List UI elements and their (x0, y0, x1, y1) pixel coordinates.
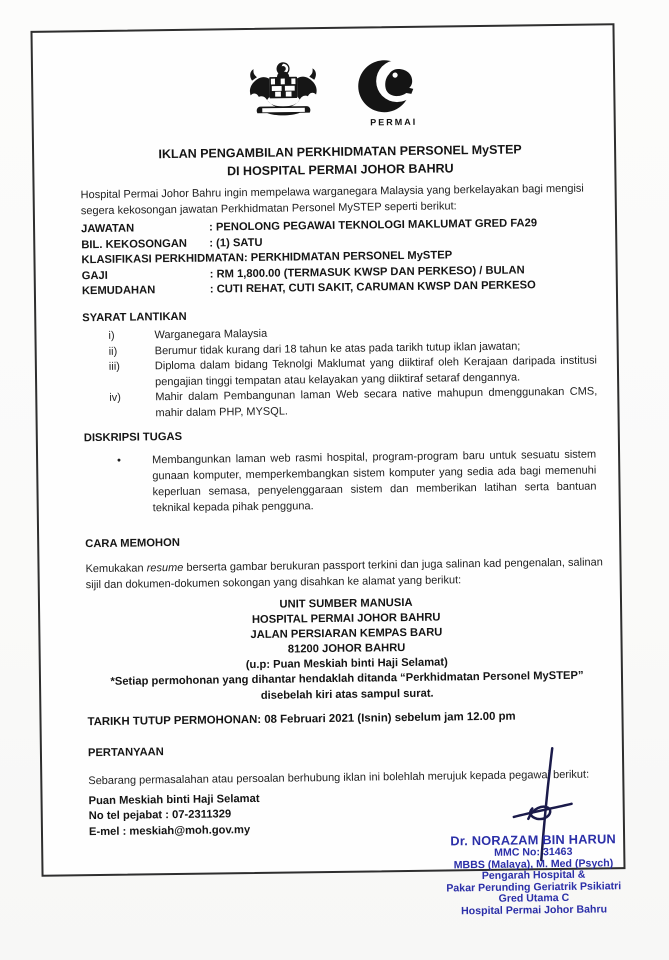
spec-label: KEMUDAHAN (81, 284, 156, 298)
mailing-address-block (86, 594, 607, 676)
title-line-2: DI HOSPITAL PERMAI JOHOR BAHRU (226, 161, 454, 179)
document-title (80, 139, 600, 182)
title-line-1: IKLAN PENGAMBILAN PERKHIDMATAN PERSONEL MySTEP (158, 142, 522, 162)
spec-label: BIL. KEKOSONGAN (81, 237, 188, 251)
list-item-number: i) (108, 330, 115, 343)
intro-paragraph: Hospital Permai Johor Bahru ingin mempelawa warganegara Malaysia yang berkelayakan bagi mengisi segera kekosongan jawatan Perkhidmatan Personel MySTEP seperti berikut: (80, 182, 584, 217)
bullet-icon: • (117, 454, 122, 467)
address-line: 81200 JOHOR BAHRU (287, 642, 406, 657)
envelope-note: *Setiap permohonan yang dihantar hendaklah ditanda “Perkhidmatan Personel MySTEP” disebelah kiri atas sampul surat. (110, 670, 584, 702)
cara-memohon-heading: CARA MEMOHON (85, 536, 180, 551)
spec-value: : (1) SATU (209, 236, 263, 250)
address-line: JALAN PERSIARAN KEMPAS BARU (250, 626, 443, 642)
list-item-number: ii) (108, 345, 118, 358)
stamp-line-pengarah: Pengarah Hospital & (481, 868, 586, 883)
contact-email: E-mel : meskiah@moh.gov.my (88, 823, 251, 838)
list-item-text: Diploma dalam bidang Teknolgi Maklumat yang diiktiraf oleh Kerajaan daripada institusi pengajian tinggi tempatan atau kelayakan yang diiktiraf setaraf dengannya. (154, 354, 597, 389)
list-item-text: Berumur tidak kurang dari 18 tahun ke atas pada tarikh tutup iklan jawatan; (154, 340, 521, 358)
address-line: UNIT SUMBER MANUSIA (279, 597, 413, 612)
spec-value: : RM 1,800.00 (TERMASUK KWSP DAN PERKESO) / BULAN (209, 264, 525, 281)
stamp-name: Dr. NORAZAM BIN HARUN (450, 831, 617, 849)
closing-date-line (87, 709, 607, 731)
tugas-text: Membangunkan laman web rasmi hospital, program-program baru untuk sesuatu sistem gunaan komputer, memperkembangkan sistem komputer yang sedia ada bagi memenuhi keperluan semasa, penyelenggaraan sistem dan memberikan latihan serta bantuan teknikal kepada pihak pengguna. (152, 448, 597, 515)
document-page (30, 23, 625, 918)
spec-label: GAJI (81, 269, 108, 282)
list-item-number: iv) (109, 392, 121, 405)
spec-label: JAWATAN (81, 222, 135, 236)
list-item-text: Warganegara Malaysia (154, 328, 268, 342)
diskripsi-tugas-heading: DISKRIPSI TUGAS (83, 431, 183, 445)
permai-logo-label: PERMAI (370, 116, 418, 128)
spec-label: KLASIFIKASI PERKHIDMATAN (81, 252, 244, 267)
closing-date-label: TARIKH TUTUP PERMOHONAN: (87, 714, 262, 729)
spec-value: : PENOLONG PEGAWAI TEKNOLOGI MAKLUMAT GRED FA29 (208, 217, 538, 234)
contact-phone: No tel pejabat : 07-2311329 (88, 808, 232, 823)
cara-text-post: berserta gambar berukuran passport terkini dan juga salinan kad pengenalan, salinan sijil dan dokumen-dokumen sokongan yang disahkan ke alamat yang berikut: (85, 556, 603, 592)
permai-crescent-icon (350, 59, 437, 118)
stamp-line-pakar: Pakar Perunding Geriatrik Psikiatri (446, 879, 622, 895)
pengarah-stamp (383, 830, 669, 918)
spec-value: : CUTI REHAT, CUTI SAKIT, CARUMAN KWSP DAN PERKESO (209, 279, 536, 296)
list-item-number: iii) (108, 361, 120, 374)
spec-value: : PERKHIDMATAN PERSONEL MySTEP (243, 249, 453, 265)
list-item-text: Mahir dalam Pembangunan laman Web secara native mahupun dmenggunakan CMS, mahir dalam PHP, MYSQL. (155, 385, 598, 420)
pertanyaan-paragraph: Sebarang permasalahan atau persoalan berhubung iklan ini bolehlah merujuk kepada pegawai berikut: (88, 769, 590, 788)
syarat-lantikan-heading: SYARAT LANTIKAN (82, 310, 187, 325)
stamp-line-gred: Gred Utama C (498, 892, 570, 906)
stamp-line-mbbs: MBBS (Malaya), M. Med (Psych) (453, 856, 614, 871)
address-line: (u.p: Puan Meskiah binti Haji Selamat) (245, 656, 448, 672)
stamp-line-hospital: Hospital Permai Johor Bahru (460, 903, 608, 918)
job-spec-table (81, 215, 602, 300)
syarat-list (82, 323, 603, 423)
permai-logo (350, 59, 437, 132)
stamp-line-mmc: MMC No: 31463 (494, 845, 573, 859)
contact-name: Puan Meskiah binti Haji Selamat (88, 792, 260, 808)
tugas-bullet-paragraph (84, 446, 605, 517)
header-logos (79, 56, 600, 135)
cara-paragraph (85, 556, 605, 594)
pertanyaan-heading: PERTANYAAN (87, 746, 164, 760)
address-line: HOSPITAL PERMAI JOHOR BAHRU (251, 612, 441, 627)
closing-date-value: 08 Februari 2021 (Isnin) sebelum jam 12.00 pm (264, 711, 516, 727)
cara-text-pre: Kemukakan (85, 562, 147, 576)
malaysia-coat-of-arms-icon (242, 60, 325, 133)
list-item (83, 385, 603, 423)
cara-text-resume: resume (146, 562, 184, 575)
